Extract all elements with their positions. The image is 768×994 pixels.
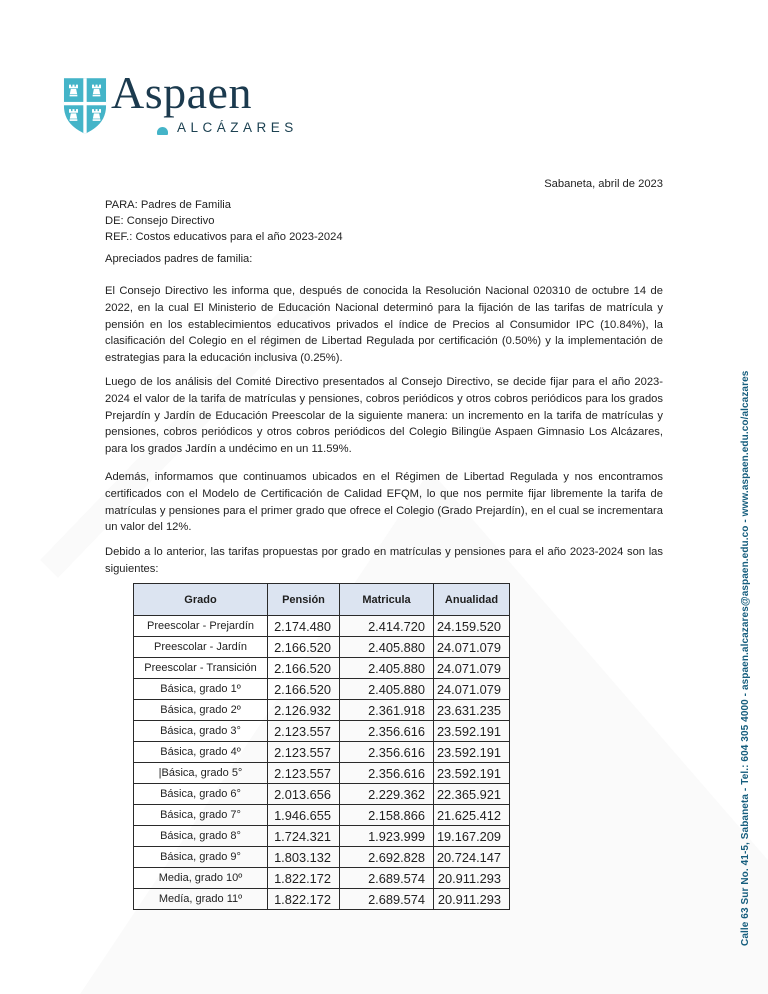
cell-matricula: 2.414.720: [340, 616, 434, 637]
cell-pension: 1.803.132: [268, 847, 340, 868]
cell-grado: Preescolar - Transición: [134, 658, 268, 679]
cell-matricula: 2.689.574: [340, 889, 434, 910]
table-row: [134, 826, 510, 847]
cell-pension: 1.946.655: [268, 805, 340, 826]
cell-matricula: 2.158.866: [340, 805, 434, 826]
letter-body: [105, 0, 663, 994]
cell-grado: Preescolar - Prejardín: [134, 616, 268, 637]
table-row: [134, 763, 510, 784]
brand-logo: [61, 67, 351, 139]
cell-grado: Básica, grado 1º: [134, 679, 268, 700]
cell-matricula: 2.361.918: [340, 700, 434, 721]
cell-grado: Básica, grado 8°: [134, 826, 268, 847]
paragraph-incremento-tarifas: Luego de los análisis del Comité Directivo presentados al Consejo Directivo, se decide fijar para el año 2023-2024 el valor de la tarifa de matrículas y pensiones, cobros periódicos y otros cobros periódicos para los grados Prejardín y Jardín de Educación Preescolar de la siguiente manera: un incremento en la tarifa de matrículas y pensiones, cobros periódicos y otros cobros periódicos del Colegio Bilingüe Aspaen Gimnasio Los Alcázares, para los grados Jardín a undécimo en un 11.59%.: [105, 376, 663, 456]
paragraph-certificacion-efqm: Además, informamos que continuamos ubicados en el Régimen de Libertad Regulada y nos encontramos certificados con el Modelo de Certificación de Calidad EFQM, lo que nos permite fijar libremente la tarifa de matrículas y pensiones para el primer grado que ofrece el Colegio (Grado Prejardín), en el cual se incrementara un valor del 12%.: [105, 471, 663, 534]
cell-anualidad: 24.071.079: [434, 637, 510, 658]
cell-anualidad: 24.159.520: [434, 616, 510, 637]
shield-castle-icon: [61, 75, 109, 137]
cell-grado: Básica, grado 7°: [134, 805, 268, 826]
table-row: [134, 637, 510, 658]
cell-matricula: 2.405.880: [340, 679, 434, 700]
table-row: [134, 784, 510, 805]
table-row: [134, 889, 510, 910]
ref-line: REF.: Costos educativos para el año 2023-2024: [105, 231, 343, 244]
cell-matricula: 1.923.999: [340, 826, 434, 847]
cell-matricula: 2.356.616: [340, 721, 434, 742]
col-header-anualidad: Anualidad: [434, 584, 510, 616]
cell-matricula: 2.405.880: [340, 658, 434, 679]
cell-anualidad: 23.592.191: [434, 742, 510, 763]
date-line: Sabaneta, abril de 2023: [544, 178, 663, 190]
table-row: [134, 805, 510, 826]
cell-anualidad: 20.724.147: [434, 847, 510, 868]
col-header-grado: Grado: [134, 584, 268, 616]
tariff-table: [133, 583, 510, 910]
cell-pension: 2.123.557: [268, 721, 340, 742]
table-row: [134, 658, 510, 679]
cell-grado: Básica, grado 6°: [134, 784, 268, 805]
cell-anualidad: 20.911.293: [434, 868, 510, 889]
cell-grado: Básica, grado 2º: [134, 700, 268, 721]
cell-anualidad: 22.365.921: [434, 784, 510, 805]
cell-pension: 2.126.932: [268, 700, 340, 721]
de-line: DE: Consejo Directivo: [105, 215, 215, 228]
brand-dot-icon: [157, 127, 168, 135]
table-row: [134, 721, 510, 742]
cell-anualidad: 24.071.079: [434, 658, 510, 679]
table-row: [134, 868, 510, 889]
paragraph-resolucion-ipc: El Consejo Directivo les informa que, después de conocida la Resolución Nacional 020310 de octubre 14 de 2022, en la cual El Ministerio de Educación Nacional determinó para la fijación de las tarifas de matrícula y pensión en los establecimientos educativos privados el índice de Precios al Consumidor IPC (10.84%), la clasificación del Colegio en el régimen de Libertad Regulada por certificación (0.50%) y la implementación de estrategias para la educación inclusiva (0.25%).: [105, 285, 663, 365]
cell-pension: 2.123.557: [268, 763, 340, 784]
cell-grado: Media, grado 10º: [134, 868, 268, 889]
cell-anualidad: 19.167.209: [434, 826, 510, 847]
paragraph-intro-tabla: Debido a lo anterior, las tarifas propuestas por grado en matrículas y pensiones para el año 2023-2024 son las siguientes:: [105, 546, 663, 575]
cell-pension: 2.166.520: [268, 658, 340, 679]
col-header-matricula: Matricula: [340, 584, 434, 616]
cell-pension: 2.166.520: [268, 637, 340, 658]
cell-matricula: 2.356.616: [340, 763, 434, 784]
cell-pension: 1.822.172: [268, 868, 340, 889]
cell-grado: Preescolar - Jardín: [134, 637, 268, 658]
cell-anualidad: 20.911.293: [434, 889, 510, 910]
cell-matricula: 2.229.362: [340, 784, 434, 805]
table-row: [134, 679, 510, 700]
cell-grado: Medía, grado 11º: [134, 889, 268, 910]
brand-name: Aspaen: [111, 67, 252, 118]
cell-matricula: 2.405.880: [340, 637, 434, 658]
cell-matricula: 2.692.828: [340, 847, 434, 868]
cell-pension: 2.013.656: [268, 784, 340, 805]
contact-footer-vertical: Calle 63 Sur No. 41-5, Sabaneta - Tel.: 604 305 4000 - aspaen.alcazares@aspaen.edu.co - www.aspaen.edu.co/alcazares: [740, 370, 751, 946]
table-row: [134, 742, 510, 763]
table-row: [134, 700, 510, 721]
cell-matricula: 2.356.616: [340, 742, 434, 763]
cell-matricula: 2.689.574: [340, 868, 434, 889]
cell-grado: Básica, grado 4º: [134, 742, 268, 763]
cell-anualidad: 21.625.412: [434, 805, 510, 826]
table-row: [134, 847, 510, 868]
cell-grado: Básica, grado 9°: [134, 847, 268, 868]
cell-pension: 1.822.172: [268, 889, 340, 910]
table-header-row: [134, 584, 510, 616]
cell-pension: 1.724.321: [268, 826, 340, 847]
cell-grado: Básica, grado 3°: [134, 721, 268, 742]
table-row: [134, 616, 510, 637]
brand-subtitle: ALCÁZARES: [177, 120, 298, 135]
cell-pension: 2.174.480: [268, 616, 340, 637]
col-header-pension: Pensión: [268, 584, 340, 616]
cell-pension: 2.166.520: [268, 679, 340, 700]
para-line: PARA: Padres de Familia: [105, 199, 232, 211]
cell-anualidad: 23.592.191: [434, 721, 510, 742]
cell-anualidad: 23.631.235: [434, 700, 510, 721]
cell-anualidad: 24.071.079: [434, 679, 510, 700]
cell-pension: 2.123.557: [268, 742, 340, 763]
address-block: [105, 197, 343, 246]
cell-grado: |Básica, grado 5°: [134, 763, 268, 784]
cell-anualidad: 23.592.191: [434, 763, 510, 784]
salutation: Apreciados padres de familia:: [105, 253, 253, 265]
